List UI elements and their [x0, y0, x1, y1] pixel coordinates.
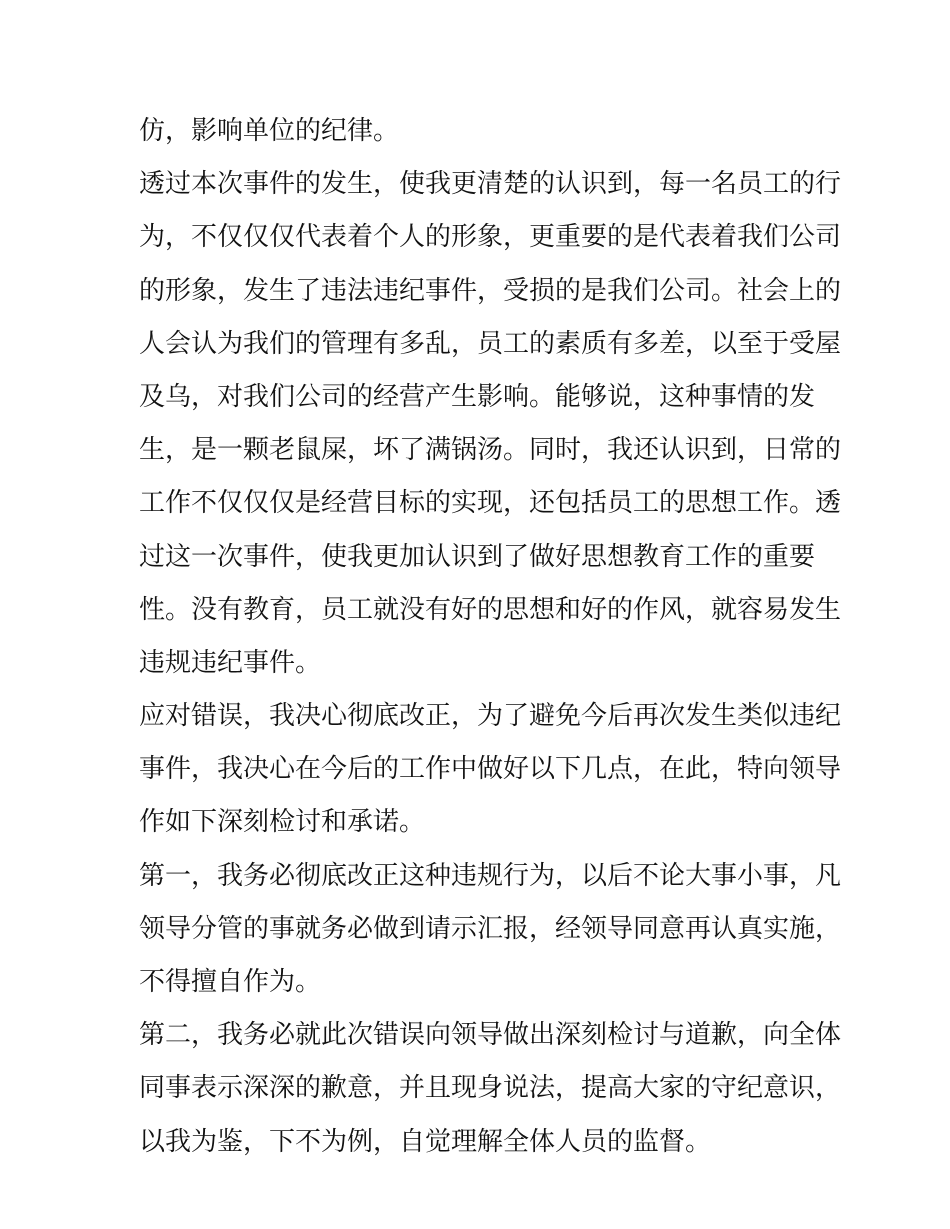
text-line: 性。没有教育，员工就没有好的思想和好的作风，就容易发生	[139, 594, 842, 625]
text-line: 第二，我务必就此次错误向领导做出深刻检讨与道歉，向全体	[139, 1020, 842, 1051]
text-line: 人会认为我们的管理有多乱，员工的素质有多差，以至于受屋	[139, 328, 842, 359]
text-line: 作如下深刻检讨和承诺。	[139, 807, 426, 838]
text-line: 违规违纪事件。	[139, 647, 322, 678]
text-line: 的形象，发生了违法违纪事件，受损的是我们公司。社会上的	[139, 275, 842, 306]
text-line: 第一，我务必彻底改正这种违规行为，以后不论大事小事，凡	[139, 860, 842, 891]
text-line: 事件，我决心在今后的工作中做好以下几点，在此，特向领导	[139, 754, 842, 785]
text-line: 以我为鉴，下不为例，自觉理解全体人员的监督。	[139, 1126, 712, 1157]
document-body	[139, 110, 842, 1174]
text-line: 工作不仅仅仅是经营目标的实现，还包括员工的思想工作。透	[139, 488, 842, 519]
text-line: 透过本次事件的发生，使我更清楚的认识到，每一名员工的行	[139, 169, 842, 200]
text-line: 应对错误，我决心彻底改正，为了避免今后再次发生类似违纪	[139, 701, 842, 732]
text-line: 不得擅自作为。	[139, 967, 322, 997]
text-line: 同事表示深深的歉意，并且现身说法，提高大家的守纪意识，	[139, 1073, 842, 1104]
text-line: 生，是一颗老鼠屎，坏了满锅汤。同时，我还认识到，日常的	[139, 435, 842, 466]
text-line: 及乌，对我们公司的经营产生影响。能够说，这种事情的发	[139, 381, 816, 412]
text-line: 领导分管的事就务必做到请示汇报，经领导同意再认真实施，	[139, 913, 842, 944]
text-line: 仿，影响单位的纪律。	[139, 116, 400, 146]
text-line: 过这一次事件，使我更加认识到了做好思想教育工作的重要	[139, 541, 816, 572]
text-line: 为，不仅仅仅代表着个人的形象，更重要的是代表着我们公司	[139, 222, 842, 253]
